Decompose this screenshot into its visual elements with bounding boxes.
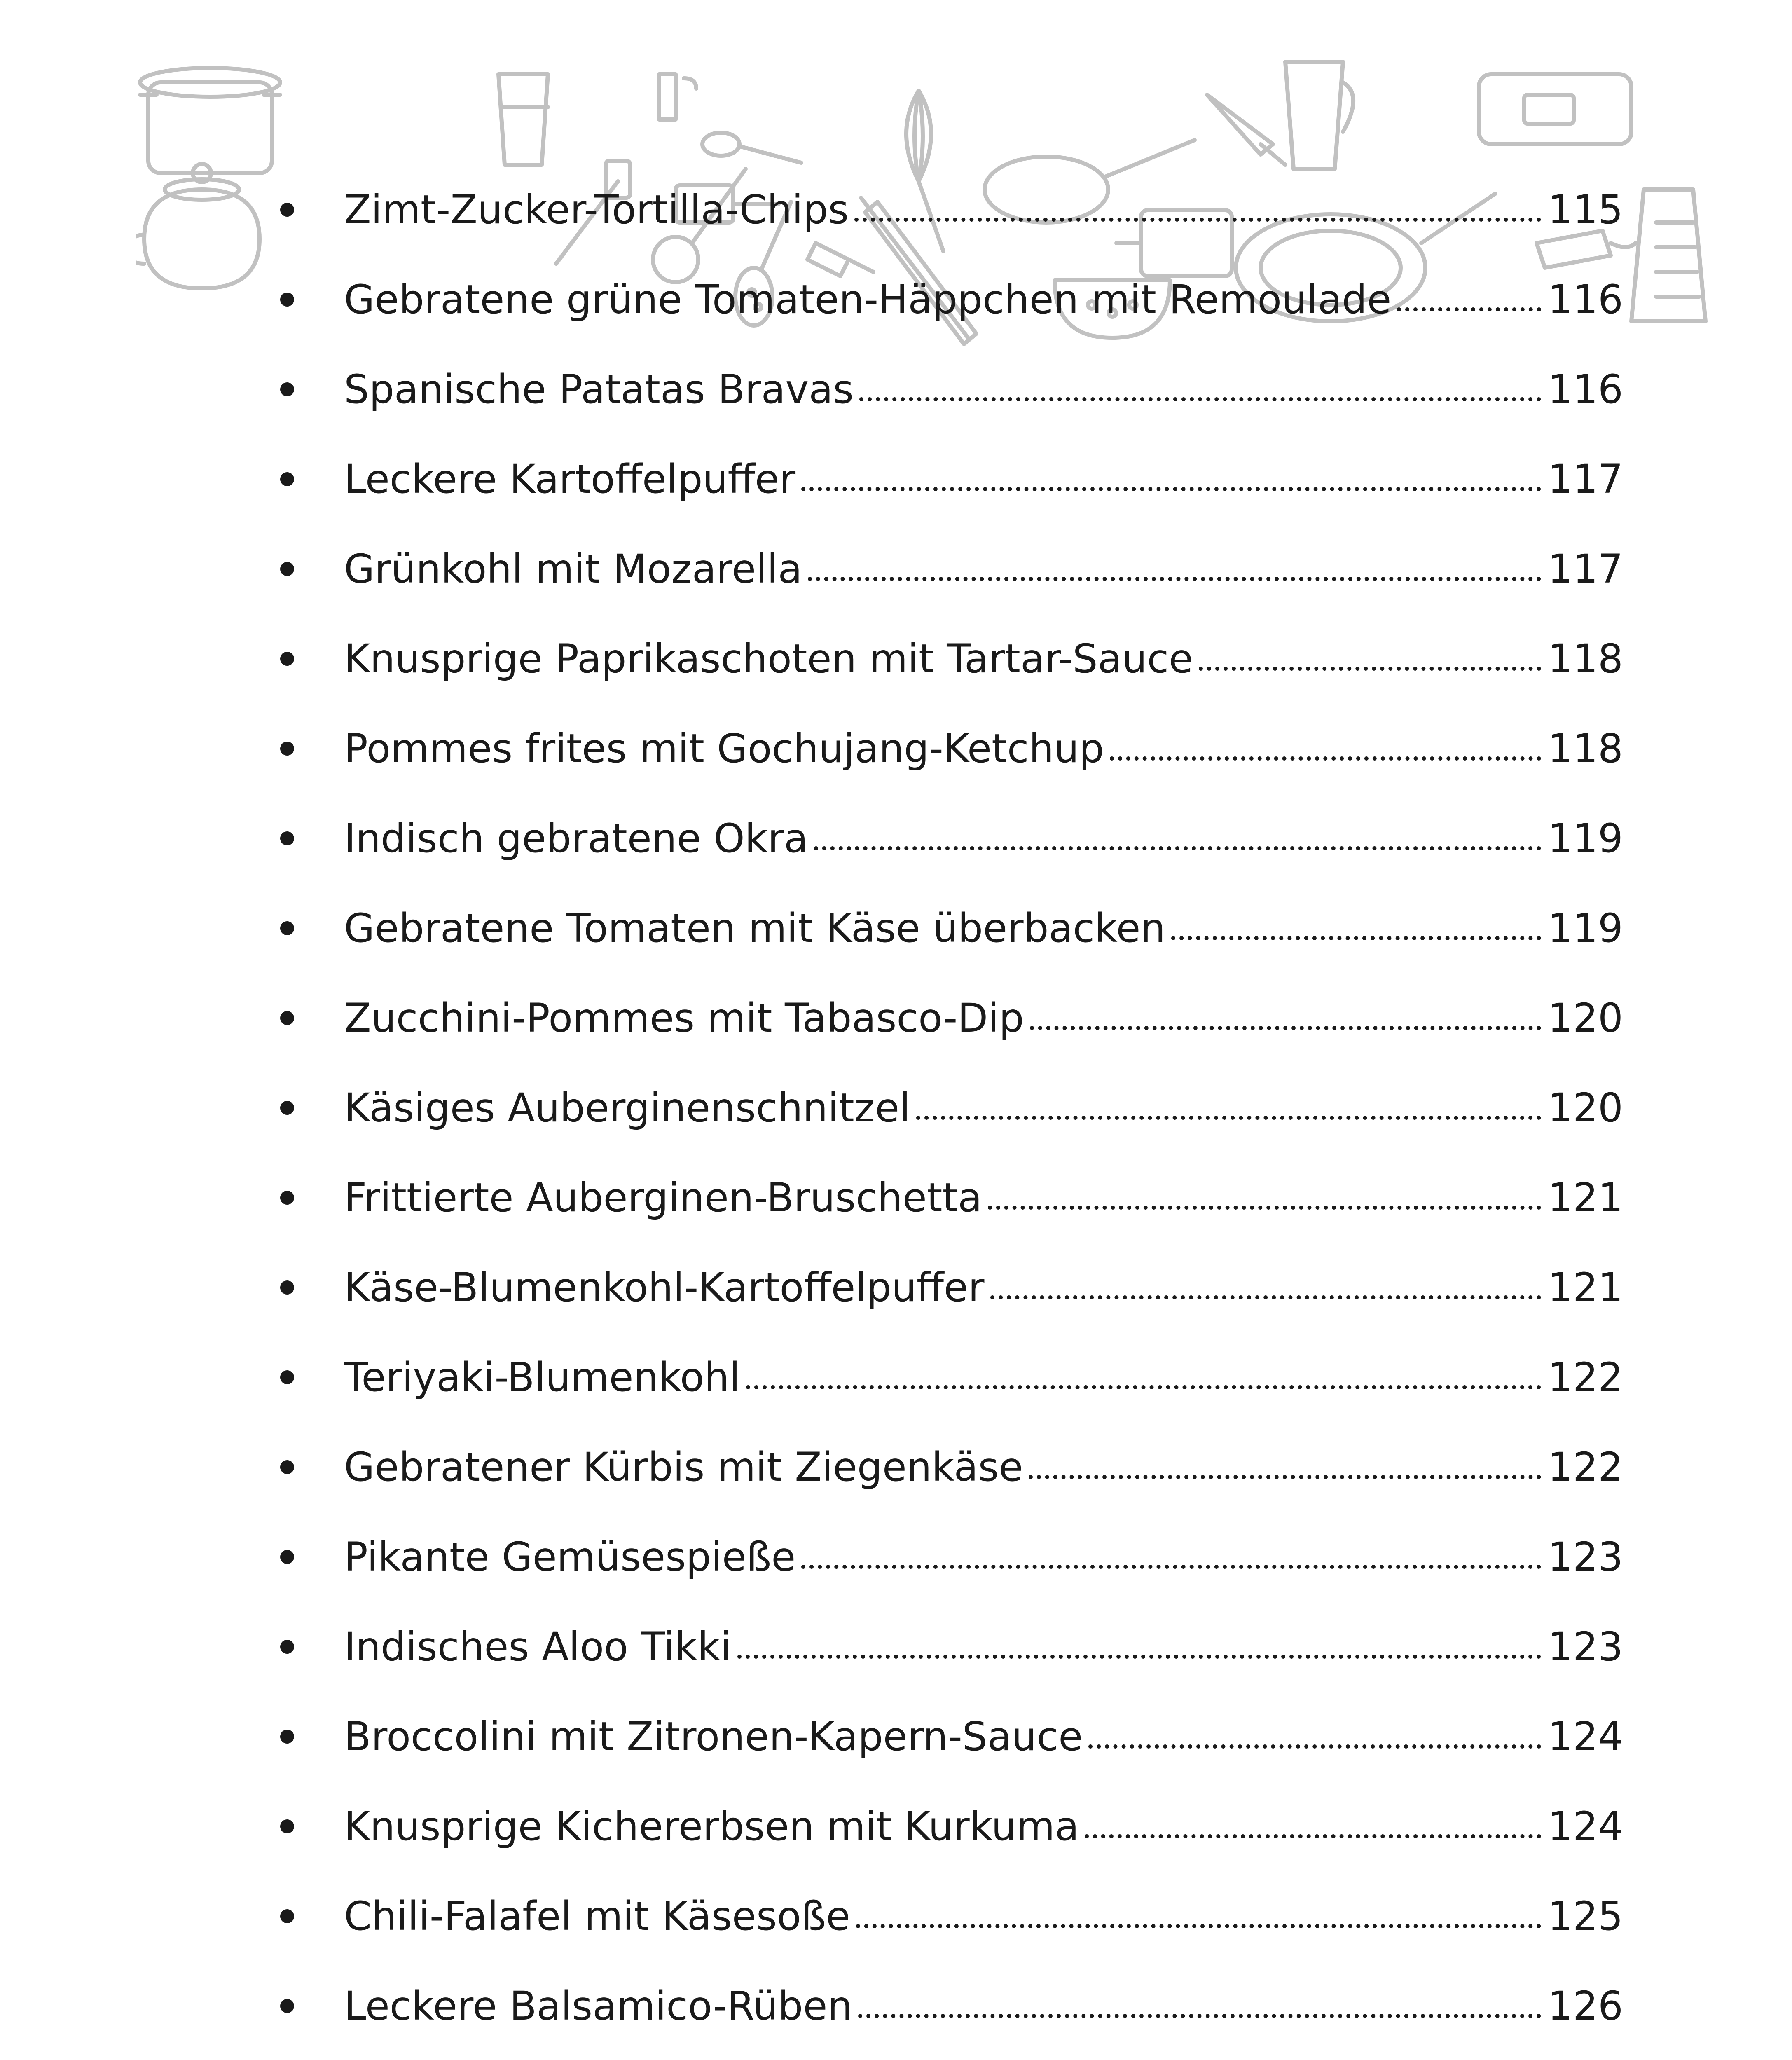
dot-leader — [1397, 307, 1541, 311]
toc-entry-page: 122 — [1547, 1444, 1623, 1490]
toc-entry-title: Knusprige Kichererbsen mit Kurkuma — [344, 1803, 1079, 1849]
dot-leader — [988, 1206, 1541, 1210]
toc-entry-title: Pikante Gemüsespieße — [344, 1534, 796, 1580]
dot-leader — [1088, 1744, 1541, 1749]
toc-entry-page: 117 — [1547, 456, 1623, 502]
dot-leader — [1030, 1026, 1541, 1030]
toc-entry-line — [344, 905, 1623, 951]
grater-icon — [1631, 190, 1705, 321]
dot-leader — [814, 846, 1541, 850]
bullet-icon — [280, 382, 294, 396]
bullet-icon — [280, 1191, 294, 1205]
dot-leader — [801, 1565, 1541, 1569]
toc-entry[interactable] — [264, 1692, 1623, 1781]
toc-entry-page: 122 — [1547, 1354, 1623, 1400]
toc-entry-page: 121 — [1547, 1264, 1623, 1311]
toc-entry[interactable] — [264, 1063, 1623, 1153]
toc-entry-line — [344, 1803, 1623, 1849]
dot-leader — [1171, 936, 1541, 940]
bullet-icon — [280, 1101, 294, 1115]
toc-entry-title: Indisch gebratene Okra — [344, 815, 808, 861]
toc-entry-title: Knusprige Paprikaschoten mit Tartar-Sauce — [344, 636, 1193, 682]
toc-entry-line — [344, 1175, 1623, 1221]
toc-entry-line — [344, 1714, 1623, 1760]
dot-leader — [737, 1655, 1541, 1659]
dot-leader — [916, 1116, 1541, 1120]
toc-entry[interactable] — [264, 1153, 1623, 1243]
toc-entry-title: Chili-Falafel mit Käsesoße — [344, 1893, 851, 1939]
bullet-icon — [280, 652, 294, 666]
toc-entry-page: 120 — [1547, 995, 1623, 1041]
toc-entry-title: Spanische Patatas Bravas — [344, 366, 854, 412]
dot-leader — [808, 577, 1541, 581]
toc-entry-title: Zucchini-Pommes mit Tabasco-Dip — [344, 995, 1024, 1041]
toc-entry-line — [344, 995, 1623, 1041]
toc-entry-line — [344, 1983, 1623, 2029]
toc-entry-page: 116 — [1547, 276, 1623, 323]
toc-entry-title: Indisches Aloo Tikki — [344, 1624, 732, 1670]
toc-entry-line — [344, 636, 1623, 682]
toc-entry-line — [344, 456, 1623, 502]
dot-leader — [854, 218, 1541, 222]
bullet-icon — [280, 831, 294, 845]
toc-entry-page: 118 — [1547, 636, 1623, 682]
bullet-icon — [280, 1280, 294, 1295]
toc-entry-title: Leckere Kartoffelpuffer — [344, 456, 796, 502]
toc-entry[interactable] — [264, 794, 1623, 883]
toc-entry-title: Teriyaki-Blumenkohl — [344, 1354, 740, 1400]
toc-entry-title: Leckere Balsamico-Rüben — [344, 1983, 853, 2029]
dot-leader — [856, 1924, 1541, 1928]
toc-entry-title: Grünkohl mit Mozarella — [344, 546, 802, 592]
toc-entry[interactable] — [264, 1332, 1623, 1422]
toc-entry-line — [344, 546, 1623, 592]
bullet-icon — [280, 203, 294, 217]
pitcher-icon — [1285, 62, 1353, 169]
bullet-icon — [280, 1819, 294, 1833]
dot-leader — [746, 1385, 1541, 1389]
toc-entry[interactable] — [264, 2051, 1623, 2060]
bullet-icon — [280, 1370, 294, 1384]
toc-entry-line — [344, 1534, 1623, 1580]
toc-entry-page: 116 — [1547, 366, 1623, 412]
toc-entry[interactable] — [264, 1602, 1623, 1692]
toc-entry-page: 120 — [1547, 1085, 1623, 1131]
spoon-icon — [702, 133, 801, 163]
toc-entry-line — [344, 1264, 1623, 1311]
toc-entry-line — [344, 726, 1623, 772]
toc-entry-line — [344, 187, 1623, 233]
knife-icon — [1207, 95, 1285, 165]
toc-entry[interactable] — [264, 883, 1623, 973]
toc-entry-title: Gebratene grüne Tomaten-Häppchen mit Remoulade — [344, 276, 1392, 323]
toc-entry[interactable] — [264, 614, 1623, 704]
toc-entry-title: Pommes frites mit Gochujang-Ketchup — [344, 726, 1104, 772]
glass-icon — [498, 74, 548, 165]
bullet-icon — [280, 1640, 294, 1654]
cooking-pot-icon — [140, 68, 280, 173]
bottle-opener-icon — [659, 74, 696, 119]
toc-entry[interactable] — [264, 1781, 1623, 1871]
toc-entry-line — [344, 366, 1623, 412]
toc-entry-page: 125 — [1547, 1893, 1623, 1939]
bullet-icon — [280, 562, 294, 576]
bullet-icon — [280, 1550, 294, 1564]
toc-entry-page: 118 — [1547, 726, 1623, 772]
toc-entry-title: Käsiges Auberginenschnitzel — [344, 1085, 910, 1131]
bullet-icon — [280, 1730, 294, 1744]
toc-entry-title: Broccolini mit Zitronen-Kapern-Sauce — [344, 1714, 1083, 1760]
toc-entry-page: 126 — [1547, 1983, 1623, 2029]
toc-entry-page: 119 — [1547, 815, 1623, 861]
toc-entry[interactable] — [264, 1422, 1623, 1512]
bullet-icon — [280, 742, 294, 756]
bullet-icon — [280, 293, 294, 307]
bullet-icon — [280, 472, 294, 486]
toc-entry-title: Gebratener Kürbis mit Ziegenkäse — [344, 1444, 1023, 1490]
toc-entry[interactable] — [264, 524, 1623, 614]
toc-entry-title: Gebratene Tomaten mit Käse überbacken — [344, 905, 1166, 951]
toc-entry-page: 123 — [1547, 1624, 1623, 1670]
toc-entry-title: Frittierte Auberginen-Bruschetta — [344, 1175, 982, 1221]
dot-leader — [990, 1295, 1541, 1299]
dot-leader — [859, 397, 1541, 401]
toc-entry[interactable] — [264, 704, 1623, 794]
toc-entry-page: 124 — [1547, 1803, 1623, 1849]
toc-entry[interactable] — [264, 973, 1623, 1063]
sugar-bowl-icon — [136, 164, 260, 288]
toc-entry-page: 117 — [1547, 546, 1623, 592]
dot-leader — [1085, 1834, 1541, 1838]
toc-entry-page: 121 — [1547, 1175, 1623, 1221]
toc-entry-page: 119 — [1547, 905, 1623, 951]
cake-tin-icon — [1479, 74, 1631, 144]
bullet-icon — [280, 1909, 294, 1923]
bullet-icon — [280, 1011, 294, 1025]
bullet-icon — [280, 1999, 294, 2013]
dot-leader — [858, 2014, 1541, 2018]
table-of-contents — [264, 165, 1623, 2060]
toc-entry-line — [344, 1444, 1623, 1490]
toc-entry-line — [344, 1354, 1623, 1400]
toc-entry-title: Käse-Blumenkohl-Kartoffelpuffer — [344, 1264, 985, 1311]
dot-leader — [1199, 667, 1541, 671]
toc-entry[interactable] — [264, 434, 1623, 524]
toc-entry-line — [344, 276, 1623, 323]
toc-entry[interactable] — [264, 1512, 1623, 1602]
dot-leader — [801, 487, 1541, 491]
toc-entry-line — [344, 815, 1623, 861]
toc-entry-line — [344, 1085, 1623, 1131]
bullet-icon — [280, 1460, 294, 1474]
toc-entry[interactable] — [264, 1961, 1623, 2051]
toc-entry-page: 115 — [1547, 187, 1623, 233]
toc-entry-page: 124 — [1547, 1714, 1623, 1760]
toc-entry[interactable] — [264, 255, 1623, 344]
toc-entry[interactable] — [264, 165, 1623, 255]
toc-entry-title: Zimt-Zucker-Tortilla-Chips — [344, 187, 849, 233]
toc-entry[interactable] — [264, 1871, 1623, 1961]
toc-entry-line — [344, 1893, 1623, 1939]
bullet-icon — [280, 921, 294, 935]
toc-entry[interactable] — [264, 1243, 1623, 1332]
dot-leader — [1110, 756, 1541, 761]
dot-leader — [1029, 1475, 1541, 1479]
toc-entry[interactable] — [264, 344, 1623, 434]
toc-entry-line — [344, 1624, 1623, 1670]
toc-entry-page: 123 — [1547, 1534, 1623, 1580]
